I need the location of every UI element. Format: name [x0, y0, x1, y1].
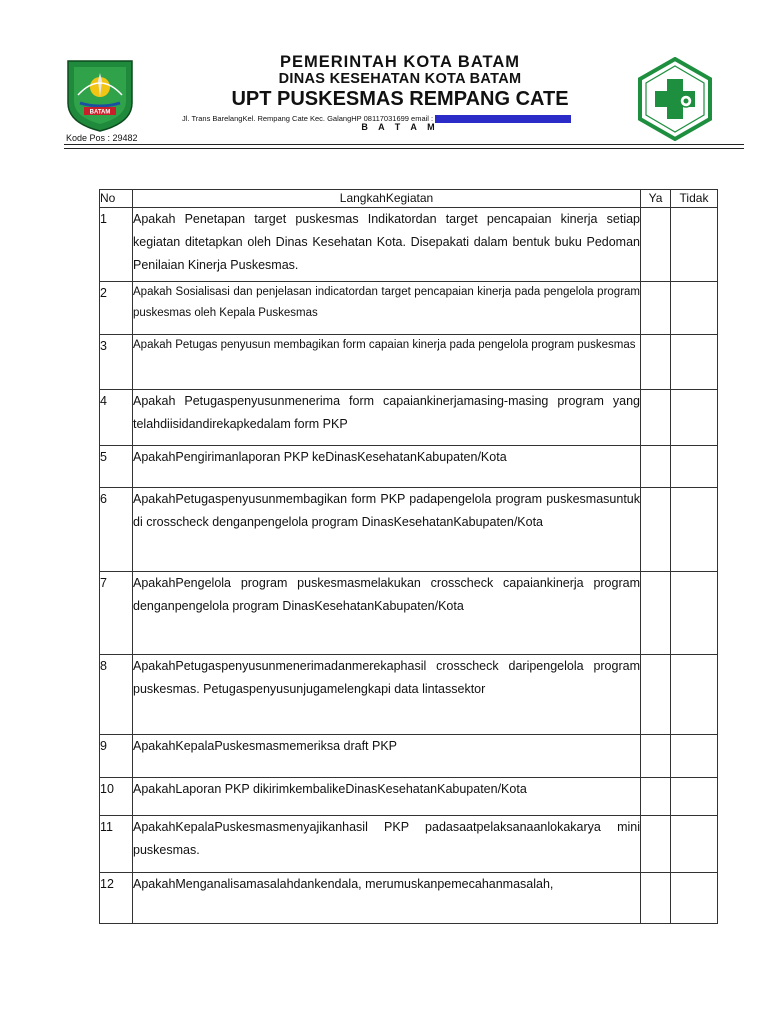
row-number: 1	[100, 208, 133, 282]
row-number: 10	[100, 778, 133, 816]
table-row	[100, 816, 718, 873]
tidak-cell[interactable]	[671, 572, 718, 655]
ya-cell[interactable]	[641, 208, 671, 282]
tidak-cell[interactable]	[671, 208, 718, 282]
department-title: DINAS KESEHATAN KOTA BATAM	[278, 71, 522, 87]
row-step-text: ApakahMenganalisamasalahdankendala, merumuskanpemecahanmasalah,	[133, 873, 641, 924]
table-row	[100, 735, 718, 778]
tidak-cell[interactable]	[671, 778, 718, 816]
row-number: 6	[100, 488, 133, 572]
tidak-cell[interactable]	[671, 655, 718, 735]
header-step: LangkahKegiatan	[133, 190, 641, 208]
ya-cell[interactable]	[641, 335, 671, 390]
row-step-text: Apakah Petugaspenyusunmenerima form capaiankinerjamasing-masing program yang telahdiisidandirekapkedalam form PKP	[133, 390, 641, 446]
row-number: 5	[100, 446, 133, 488]
postal-code: Kode Pos : 29482	[66, 133, 138, 143]
row-step-text: ApakahPetugaspenyusunmembagikan form PKP padapengelola program puskesmasuntuk di crosscheck denganpengelola program DinasKesehatanKabupaten/Kota	[133, 488, 641, 572]
ya-cell[interactable]	[641, 446, 671, 488]
row-number: 3	[100, 335, 133, 390]
table-row	[100, 778, 718, 816]
ya-cell[interactable]	[641, 735, 671, 778]
ya-cell[interactable]	[641, 778, 671, 816]
table-row	[100, 282, 718, 335]
row-number: 7	[100, 572, 133, 655]
ya-cell[interactable]	[641, 655, 671, 735]
tidak-cell[interactable]	[671, 335, 718, 390]
tidak-cell[interactable]	[671, 816, 718, 873]
puskesmas-title: UPT PUSKESMAS REMPANG CATE	[231, 88, 569, 110]
table-row	[100, 873, 718, 924]
row-step-text: Apakah Penetapan target puskesmas Indikatordan target pencapaian kinerja setiap kegiatan ditetapkan oleh Dinas Kesehatan Kota. Disepakati dalam bentuk buku Pedoman Penilaian Kinerja Puskesmas.	[133, 208, 641, 282]
row-number: 4	[100, 390, 133, 446]
tidak-cell[interactable]	[671, 873, 718, 924]
header-ya: Ya	[641, 190, 671, 208]
address-text: Jl. Trans BarelangKel. Rempang Cate Kec. GalangHP 08117031699 email :	[182, 114, 434, 123]
tidak-cell[interactable]	[671, 735, 718, 778]
row-step-text: ApakahPengelola program puskesmasmelakukan crosscheck capaiankinerja program denganpengelola program DinasKesehatanKabupaten/Kota	[133, 572, 641, 655]
table-row	[100, 208, 718, 282]
tidak-cell[interactable]	[671, 446, 718, 488]
table-header-row	[100, 190, 718, 208]
tidak-cell[interactable]	[671, 282, 718, 335]
header-divider-thin	[64, 148, 744, 149]
ya-cell[interactable]	[641, 873, 671, 924]
row-number: 8	[100, 655, 133, 735]
ya-cell[interactable]	[641, 488, 671, 572]
ya-cell[interactable]	[641, 572, 671, 655]
row-step-text: Apakah Sosialisasi dan penjelasan indicatordan target pencapaian kinerja pada pengelola program puskesmas oleh Kepala Puskesmas	[133, 282, 641, 335]
row-number: 11	[100, 816, 133, 873]
crest-label: BATAM	[89, 109, 111, 116]
row-step-text: ApakahPetugaspenyusunmenerimadanmerekaphasil crosscheck daripengelola program puskesmas. Petugaspenyusunjugamelengkapi data lintassektor	[133, 655, 641, 735]
row-step-text: ApakahLaporan PKP dikirimkembalikeDinasKesehatanKabupaten/Kota	[133, 778, 641, 816]
header-tidak: Tidak	[671, 190, 718, 208]
row-step-text: ApakahPengirimanlaporan PKP keDinasKesehatanKabupaten/Kota	[133, 446, 641, 488]
ya-cell[interactable]	[641, 282, 671, 335]
table-row	[100, 488, 718, 572]
row-number: 9	[100, 735, 133, 778]
header-no: No	[100, 190, 133, 208]
table-row	[100, 572, 718, 655]
checklist-table	[99, 189, 718, 924]
table-row	[100, 446, 718, 488]
tidak-cell[interactable]	[671, 390, 718, 446]
table-row	[100, 390, 718, 446]
ya-cell[interactable]	[641, 816, 671, 873]
row-step-text: ApakahKepalaPuskesmasmenyajikanhasil PKP padasaatpelaksanaanlokakarya mini puskesmas.	[133, 816, 641, 873]
ya-cell[interactable]	[641, 390, 671, 446]
header-divider-thick	[64, 144, 744, 145]
tidak-cell[interactable]	[671, 488, 718, 572]
row-number: 12	[100, 873, 133, 924]
row-step-text: ApakahKepalaPuskesmasmemeriksa draft PKP	[133, 735, 641, 778]
government-title: PEMERINTAH KOTA BATAM	[279, 53, 521, 71]
puskesmas-logo	[637, 57, 713, 141]
table-row	[100, 655, 718, 735]
row-number: 2	[100, 282, 133, 335]
batam-crest-logo	[64, 57, 136, 133]
table-row	[100, 335, 718, 390]
row-step-text: Apakah Petugas penyusun membagikan form capaian kinerja pada pengelola program puskesmas	[133, 335, 641, 390]
city-name: B A T A M	[361, 122, 439, 132]
